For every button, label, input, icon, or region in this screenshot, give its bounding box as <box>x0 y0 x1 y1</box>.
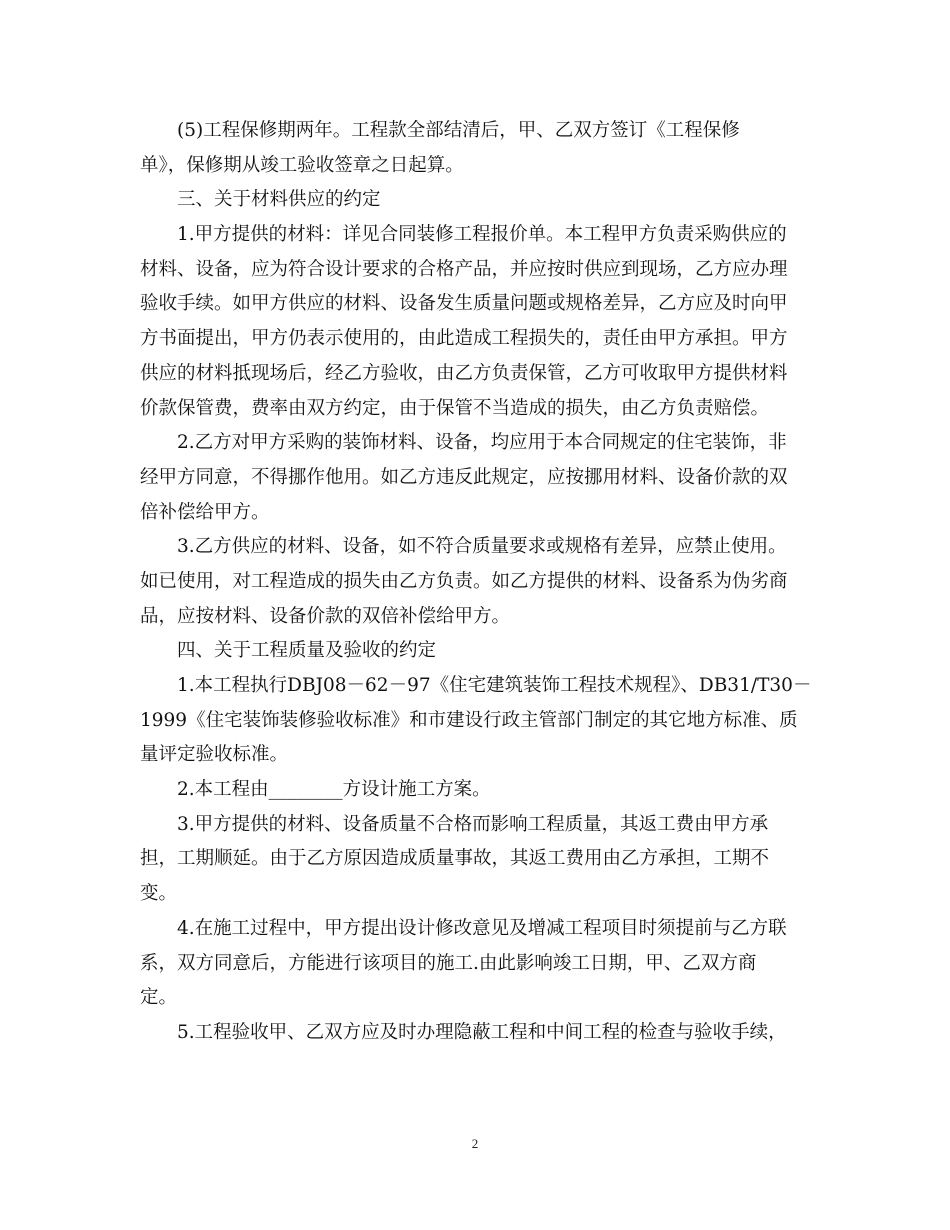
text-line: 变。 <box>140 883 178 905</box>
text-line: 价款保管费，费率由双方约定，由于保管不当造成的损失，由乙方负责赔偿。 <box>140 397 770 419</box>
text-line: 品，应按材料、设备价款的双倍补偿给甲方。 <box>140 605 511 627</box>
text-line: 1.本工程执行DBJ08－62－97《住宅建筑装饰工程技术规程》、DB31/T30－ <box>177 675 812 696</box>
text-line: 如已使用，对工程造成的损失由乙方负责。如乙方提供的材料、设备系为伪劣商 <box>140 570 788 592</box>
text-line: 倍补偿给甲方。 <box>140 501 270 523</box>
text-line: 2.本工程由________方设计施工方案。 <box>177 779 491 801</box>
text-line: 验收手续。如甲方供应的材料、设备发生质量问题或规格差异，乙方应及时向甲 <box>140 293 788 315</box>
text-line: 方书面提出，甲方仍表示使用的，由此造成工程损失的，责任由甲方承担。甲方 <box>140 328 788 350</box>
text-line: 供应的材料抵现场后，经乙方验收，由乙方负责保管，乙方可收取甲方提供材料 <box>140 362 788 384</box>
text-line: 1.甲方提供的材料：详见合同装修工程报价单。本工程甲方负责采购供应的 <box>177 224 787 246</box>
page-number: 2 <box>471 1136 479 1151</box>
text-line: 5.工程验收甲、乙双方应及时办理隐蔽工程和中间工程的检查与验收手续， <box>177 1021 787 1043</box>
text-line: 经甲方同意，不得挪作他用。如乙方违反此规定，应按挪用材料、设备价款的双 <box>140 466 788 488</box>
text-line: 四、关于工程质量及验收的约定 <box>177 640 437 662</box>
text-line: 三、关于材料供应的约定 <box>177 189 381 211</box>
text-line: 单》，保修期从竣工验收签章之日起算。 <box>140 154 464 176</box>
text-line: 系，双方同意后，方能进行该项目的施工.由此影响竣工日期，甲、乙双方商 <box>140 952 757 974</box>
document-body <box>140 114 812 1051</box>
text-line: 3.乙方供应的材料、设备，如不符合质量要求或规格有差异，应禁止使用。 <box>177 536 787 558</box>
text-line: 材料、设备，应为符合设计要求的合格产品，并应按时供应到现场，乙方应办理 <box>140 258 788 280</box>
text-line: 3.甲方提供的材料、设备质量不合格而影响工程质量，其返工费由甲方承 <box>177 813 769 835</box>
text-line: 定。 <box>140 987 178 1009</box>
text-line: 4.在施工过程中，甲方提出设计修改意见及增减工程项目时须提前与乙方联 <box>177 917 787 939</box>
text-line: 2.乙方对甲方采购的装饰材料、设备，均应用于本合同规定的住宅装饰，非 <box>177 432 787 454</box>
text-line: 1999《住宅装饰装修验收标准》和市建设行政主管部门制定的其它地方标准、质 <box>140 709 798 731</box>
text-line: 量评定验收标准。 <box>140 744 289 766</box>
text-line: (5)工程保修期两年。工程款全部结清后，甲、乙双方签订《工程保修 <box>177 120 740 141</box>
text-line: 担，工期顺延。由于乙方原因造成质量事故，其返工费用由乙方承担，工期不 <box>140 848 770 870</box>
